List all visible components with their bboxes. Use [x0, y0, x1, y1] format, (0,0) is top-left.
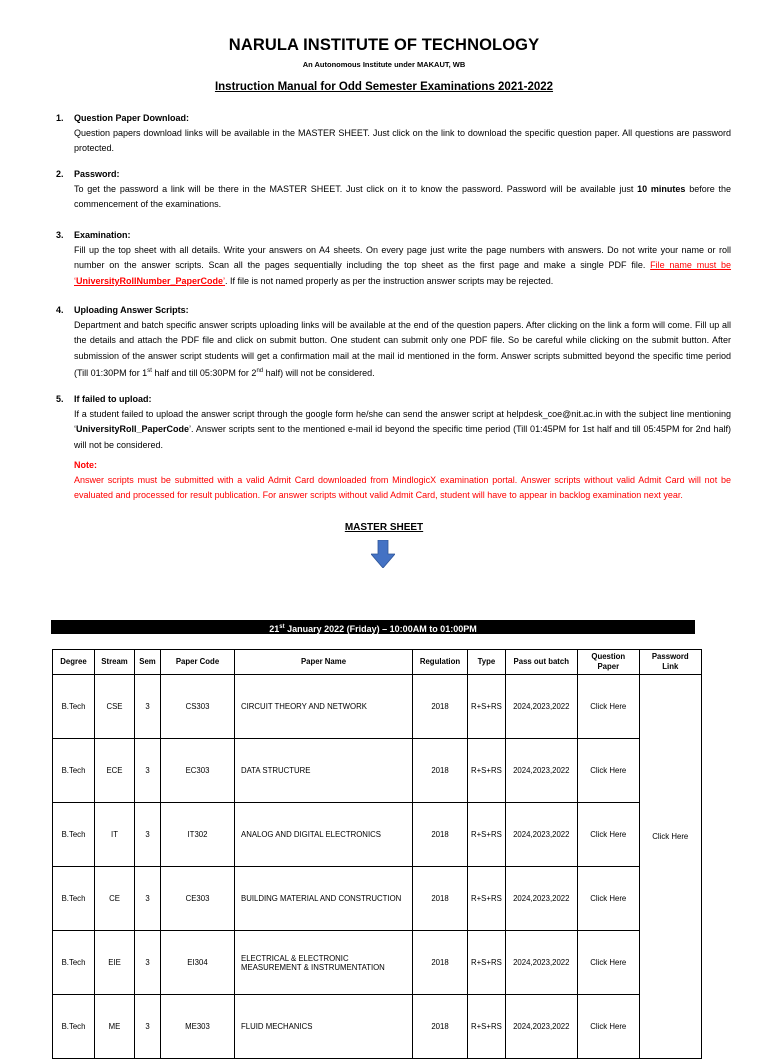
section-if-failed-to-upload	[56, 392, 731, 453]
body-text: Fill up the top sheet with all details. Write your answers on A4 sheets. On every page just write the page numbers with answers. Do not write your name or roll number on the answer scripts. Scan all the pages sequentially including the top sheet as the first page and make a single PDF file.	[74, 245, 731, 271]
paper-name-cell: FLUID MECHANICS	[235, 995, 413, 1059]
sem-cell: 3	[135, 803, 161, 867]
degree-cell: B.Tech	[53, 995, 95, 1059]
section-title	[56, 303, 731, 318]
date-ordinal: st	[279, 624, 285, 630]
section-body	[74, 243, 731, 289]
table-row	[53, 803, 702, 867]
column-header: Paper Name	[235, 650, 413, 675]
question-paper-link[interactable]: Click Here	[577, 867, 639, 931]
section-uploading-answer-scripts	[56, 303, 731, 381]
stream-cell: ME	[95, 995, 135, 1059]
section-number: 1.	[56, 113, 64, 123]
question-paper-link[interactable]: Click Here	[577, 675, 639, 739]
section-password	[56, 167, 731, 213]
date-day: 21	[269, 624, 280, 634]
paper-code-cell: EI304	[161, 931, 235, 995]
section-title	[56, 111, 731, 126]
master-sheet-heading	[0, 522, 768, 533]
section-heading: Question Paper Download:	[74, 113, 190, 123]
master-sheet-table	[52, 649, 702, 1059]
note-title: Note:	[74, 460, 97, 470]
institute-title: NARULA INSTITUTE OF TECHNOLOGY	[228, 36, 540, 54]
file-name-rule-quote: ’	[223, 275, 226, 286]
section-title	[56, 167, 731, 182]
column-header: Paper Code	[161, 650, 235, 675]
body-text: ’. Answer scripts sent to the mentioned e-mail id beyond the specific time period (Till 01:45PM for 1st half and till 05:45PM for 2nd half) will not be considered.	[74, 424, 731, 450]
table-header-row	[53, 650, 702, 675]
paper-code-cell: ME303	[161, 995, 235, 1059]
sem-cell: 3	[135, 675, 161, 739]
section-number: 3.	[56, 230, 64, 240]
section-heading: Password:	[74, 169, 120, 179]
paper-name-cell: ANALOG AND DIGITAL ELECTRONICS	[235, 803, 413, 867]
type-cell: R+S+RS	[468, 867, 506, 931]
paper-name-cell: CIRCUIT THEORY AND NETWORK	[235, 675, 413, 739]
file-name-rule-text: File name must be ‘	[74, 260, 732, 286]
batch-cell: 2024,2023,2022	[505, 739, 577, 803]
table-row	[53, 995, 702, 1059]
body-text: before the commencement of the examinations.	[74, 184, 731, 210]
batch-cell: 2024,2023,2022	[505, 995, 577, 1059]
question-paper-link[interactable]: Click Here	[577, 739, 639, 803]
regulation-cell: 2018	[413, 739, 468, 803]
section-body	[74, 182, 731, 212]
sem-cell: 3	[135, 931, 161, 995]
type-cell: R+S+RS	[468, 931, 506, 995]
note-block	[74, 458, 731, 504]
body-text: . If file is not named properly as per the instruction answer scripts may be rejected.	[225, 275, 554, 286]
question-paper-link[interactable]: Click Here	[577, 803, 639, 867]
ordinal-suffix: st	[147, 367, 152, 374]
note-body: Answer scripts must be submitted with a valid Admit Card downloaded from MindlogicX examination portal. Answer scripts without valid Admit Card will not be evaluated and processed for result publication. For answer scripts without valid Admit Card, student will have to appear in backlog examination next year.	[74, 475, 731, 501]
column-header: Stream	[95, 650, 135, 675]
exam-date-bar	[51, 620, 695, 634]
paper-name-cell: DATA STRUCTURE	[235, 739, 413, 803]
body-text: half and till 05:30PM for 2	[151, 367, 257, 378]
master-sheet-text: MASTER SHEET	[344, 522, 424, 533]
type-cell: R+S+RS	[468, 803, 506, 867]
paper-code-cell: CS303	[161, 675, 235, 739]
section-body	[74, 318, 731, 381]
degree-cell: B.Tech	[53, 867, 95, 931]
type-cell: R+S+RS	[468, 739, 506, 803]
body-text: Department and batch specific answer scripts uploading links will be available at the end of the question papers. After clicking on the link a form will come. Fill up all the details and attach the PDF file and click on submit button. One student can submit only one PDF file. So be careful while clicking on the submit button. After submission of the answer script students will get a confirmation mail at the mail id mentioned in the form. Answer scripts submitted beyond the specific time period (Till 01:30PM for 1	[74, 320, 731, 378]
sem-cell: 3	[135, 867, 161, 931]
regulation-cell: 2018	[413, 675, 468, 739]
paper-code-cell: EC303	[161, 739, 235, 803]
regulation-cell: 2018	[413, 931, 468, 995]
stream-cell: IT	[95, 803, 135, 867]
institute-subtitle: An Autonomous Institute under MAKAUT, WB	[302, 60, 466, 69]
manual-title-text: Instruction Manual for Odd Semester Examinations 2021-2022	[214, 81, 554, 93]
column-header: Question Paper	[577, 650, 639, 675]
arrow-down-icon	[371, 540, 395, 568]
paper-name-cell: BUILDING MATERIAL AND CONSTRUCTION	[235, 867, 413, 931]
body-text: If a student failed to upload the answer script through the google form he/she can send the answer script at helpdesk_coe@nit.ac.in with the subject line mentioning ‘	[74, 409, 731, 435]
stream-cell: EIE	[95, 931, 135, 995]
paper-code-cell: CE303	[161, 867, 235, 931]
column-header: Pass out batch	[505, 650, 577, 675]
section-number: 2.	[56, 169, 64, 179]
table-row	[53, 675, 702, 739]
batch-cell: 2024,2023,2022	[505, 803, 577, 867]
body-text: To get the password a link will be there in the MASTER SHEET. Just click on it to know the password. Password will be available just	[74, 184, 638, 195]
regulation-cell: 2018	[413, 995, 468, 1059]
table-row	[53, 867, 702, 931]
sem-cell: 3	[135, 739, 161, 803]
body-bold-text: UniversityRoll_PaperCode	[76, 424, 190, 435]
section-examination	[56, 228, 731, 289]
paper-code-cell: IT302	[161, 803, 235, 867]
body-text: half) will not be considered.	[263, 367, 375, 378]
regulation-cell: 2018	[413, 803, 468, 867]
section-title	[56, 392, 731, 407]
section-title	[56, 228, 731, 243]
paper-name-cell: ELECTRICAL & ELECTRONIC MEASUREMENT & INSTRUMENTATION	[235, 931, 413, 995]
regulation-cell: 2018	[413, 867, 468, 931]
column-header: Degree	[53, 650, 95, 675]
manual-title	[0, 81, 768, 93]
section-heading: Uploading Answer Scripts:	[74, 305, 189, 315]
column-header: Sem	[135, 650, 161, 675]
password-link[interactable]: Click Here	[639, 675, 701, 1059]
date-rest: January 2022 (Friday) – 10:00AM to 01:00PM	[284, 624, 477, 634]
section-number: 4.	[56, 305, 64, 315]
section-heading: If failed to upload:	[74, 394, 152, 404]
section-question-paper-download	[56, 111, 731, 157]
question-paper-link[interactable]: Click Here	[577, 931, 639, 995]
degree-cell: B.Tech	[53, 739, 95, 803]
file-name-format: UniversityRollNumber_PaperCode	[76, 275, 224, 286]
table-row	[53, 931, 702, 995]
body-bold-text: 10 minutes	[637, 184, 686, 195]
type-cell: R+S+RS	[468, 675, 506, 739]
stream-cell: CSE	[95, 675, 135, 739]
column-header: Regulation	[413, 650, 468, 675]
ordinal-suffix: nd	[256, 367, 264, 374]
question-paper-link[interactable]: Click Here	[577, 995, 639, 1059]
batch-cell: 2024,2023,2022	[505, 675, 577, 739]
section-number: 5.	[56, 394, 64, 404]
section-body: Question papers download links will be available in the MASTER SHEET. Just click on the link to download the specific question paper. All questions are password protected.	[74, 128, 731, 154]
batch-cell: 2024,2023,2022	[505, 931, 577, 995]
degree-cell: B.Tech	[53, 675, 95, 739]
degree-cell: B.Tech	[53, 803, 95, 867]
section-heading: Examination:	[74, 230, 131, 240]
degree-cell: B.Tech	[53, 931, 95, 995]
column-header: Password Link	[639, 650, 701, 675]
sem-cell: 3	[135, 995, 161, 1059]
table-row	[53, 739, 702, 803]
batch-cell: 2024,2023,2022	[505, 867, 577, 931]
column-header: Type	[468, 650, 506, 675]
type-cell: R+S+RS	[468, 995, 506, 1059]
stream-cell: CE	[95, 867, 135, 931]
stream-cell: ECE	[95, 739, 135, 803]
section-body	[74, 407, 731, 453]
